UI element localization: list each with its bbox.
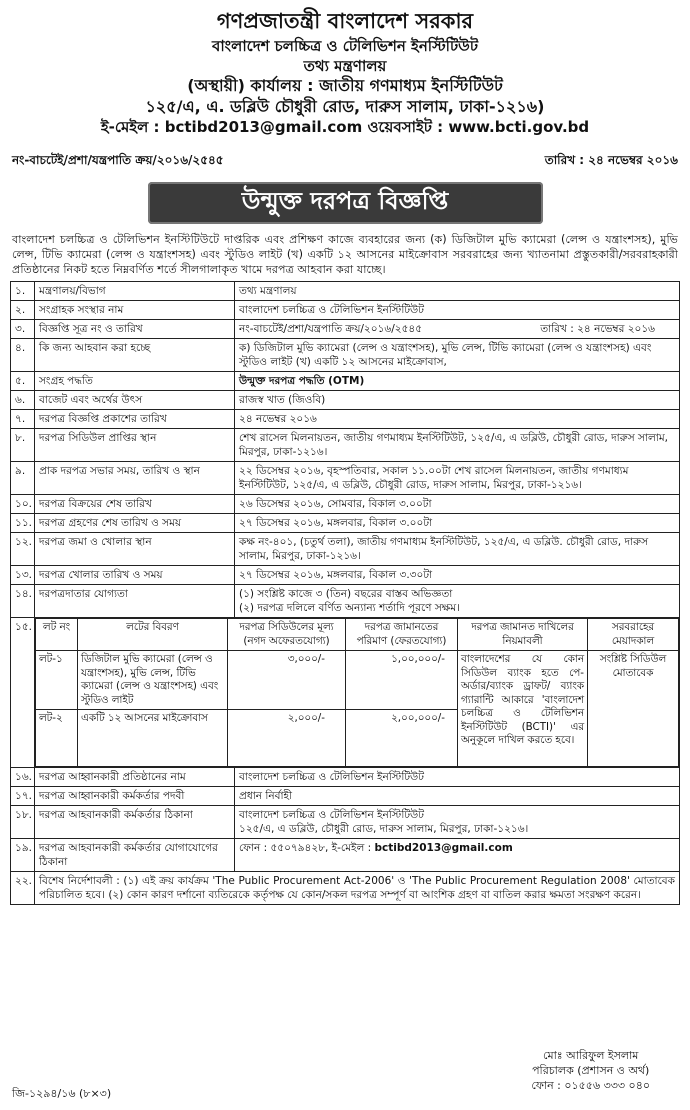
row-value (235, 806, 680, 839)
row-number: ৯. (11, 462, 35, 495)
table-row (11, 585, 680, 618)
row-value: শেখ রাসেল মিলনায়তন, জাতীয় গণমাধ্যম ইনস্টিটিউট, ১২৫/এ, এ ডব্লিউ, চৌধুরী রোড, দারুস সালাম, মিরপুর, ঢাকা-১২১৬। (235, 429, 680, 462)
lot-number: লট-২ (36, 710, 78, 767)
row-label: দরপত্র খোলার তারিখ ও সময় (35, 566, 235, 585)
signatory-name: মোঃ আরিফুল ইসলাম (543, 1049, 639, 1062)
row-number: ১২. (11, 533, 35, 566)
row-value: উন্মুক্ত দরপত্র পদ্ধতি (OTM) (235, 372, 680, 391)
table-row (11, 495, 680, 514)
table-row (11, 301, 680, 320)
row-number: ১৬. (11, 768, 35, 787)
lot-security: ১,০০,০০০/- (346, 651, 458, 710)
table-row (11, 462, 680, 495)
contact-phone: ফোন : ৫৫০৭৯৪২৮, ই-মেইল : (239, 842, 372, 854)
delivery-period: সংশ্লিষ্ট সিডিউল মোতাবেক (588, 651, 679, 767)
row-value: ২৪ নভেম্বর ২০১৬ (235, 410, 680, 429)
row-label: বিজ্ঞপ্তি সূত্র নং ও তারিখ (35, 320, 235, 339)
row-label: প্রাক দরপত্র সভার সময়, তারিখ ও স্থান (35, 462, 235, 495)
row-value: ২৬ ডিসেম্বর ২০১৬, সোমবার, বিকাল ৩.০০টা (235, 495, 680, 514)
officer-address-1: বাংলাদেশ চলচ্চিত্র ও টেলিভিশন ইনস্টিটিউট (239, 809, 424, 821)
row-label: দরপত্র গ্রহণের শেষ তারিখ ও সময় (35, 514, 235, 533)
row-value: বাংলাদেশ চলচ্চিত্র ও টেলিভিশন ইনস্টিটিউট (235, 301, 680, 320)
lots-header: লটের বিবরণ (78, 619, 228, 651)
row-label: কি জন্য আহবান করা হচ্ছে (35, 339, 235, 372)
reference-date: তারিখ : ২৪ নভেম্বর ২০১৬ (544, 153, 678, 167)
row-number: ২. (11, 301, 35, 320)
table-row (11, 839, 680, 872)
lot-row (36, 651, 679, 710)
row-number: ১১. (11, 514, 35, 533)
row-number: ১. (11, 282, 35, 301)
row-value (235, 320, 680, 339)
row-label: দরপত্র আহ্বানকারী কর্মকর্তার পদবী (35, 787, 235, 806)
lot-number: লট-১ (36, 651, 78, 710)
row-number: ১৮. (11, 806, 35, 839)
table-row (11, 391, 680, 410)
ref-date-value: তারিখ : ২৪ নভেম্বর ২০১৬ (540, 323, 655, 335)
row-number: ২২. (11, 872, 35, 905)
row-number: ৭. (11, 410, 35, 429)
row-label: দরপত্র জমা ও খোলার স্থান (35, 533, 235, 566)
special-instructions-row (11, 872, 680, 905)
table-row (11, 429, 680, 462)
lots-row (11, 618, 680, 768)
temp-office: (অস্থায়ী) কার্যালয় : জাতীয় গণমাধ্যম ইনস্টিটিউট (187, 76, 503, 95)
lots-header: দরপত্র সিডিউলের মূল্য (নগদ অফেরতযোগ্য) (228, 619, 346, 651)
row-value: ২৭ ডিসেম্বর ২০১৬, মঙ্গলবার, বিকাল ৩.০০টা (235, 514, 680, 533)
lots-header: সরবরাহের মেয়াদকাল (588, 619, 679, 651)
row-number: ৪. (11, 339, 35, 372)
qualification-2: (২) দরপত্র দলিলে বর্ণিত অন্যান্য শর্তাদি পূরণে সক্ষম। (239, 602, 460, 614)
row-label: দরপত্র আহবানকারী কর্মকর্তার ঠিকানা (35, 806, 235, 839)
row-number: ১০. (11, 495, 35, 514)
row-value: তথ্য মন্ত্রণালয় (235, 282, 680, 301)
row-number: ১৭. (11, 787, 35, 806)
row-label: দরপত্রদাতার যোগ্যতা (35, 585, 235, 618)
row-value: বাংলাদেশ চলচ্চিত্র ও টেলিভিশন ইনস্টিটিউট (235, 768, 680, 787)
row-label: দরপত্র আহবানকারী কর্মকর্তার যোগাযোগের ঠিকানা (35, 839, 235, 872)
table-row (11, 282, 680, 301)
row-value: ২৭ ডিসেম্বর ২০১৬, মঙ্গলবার, বিকাল ৩.৩০টা (235, 566, 680, 585)
row-label: দরপত্র বিজ্ঞপ্তি প্রকাশের তারিখ (35, 410, 235, 429)
row-number: ১৪. (11, 585, 35, 618)
signature-block (531, 1048, 650, 1093)
table-row (11, 533, 680, 566)
website-link[interactable]: www.bcti.gov.bd (448, 118, 590, 136)
email-link[interactable]: bctibd2013@gmail.com (164, 118, 363, 136)
officer-address-2: ১২৫/এ, এ ডব্লিউ, চৌধুরী রোড, দারুস সালাম, মিরপুর, ঢাকা-১২১৬। (239, 823, 529, 835)
table-row (11, 339, 680, 372)
table-row (11, 768, 680, 787)
tender-table (10, 281, 680, 905)
header (10, 0, 680, 138)
row-number: ১৯. (11, 839, 35, 872)
signatory-designation: পরিচালক (প্রশাসন ও অর্থ) (532, 1064, 650, 1077)
signatory-phone: ফোন : ০১৫৫৬ ৩৩৩ ০৪০ (531, 1079, 650, 1092)
row-label: দরপত্র বিক্রয়ের শেষ তারিখ (35, 495, 235, 514)
lot-price: ৩,০০০/- (228, 651, 346, 710)
table-row (11, 514, 680, 533)
row-label: সংগ্রহ পদ্ধতি (35, 372, 235, 391)
row-value: ক) ডিজিটাল মুভি ক্যামেরা (লেন্স ও যন্ত্রাংশসহ), মুভি লেন্স, টিভি ক্যামেরা (লেন্স ও যন্ত্রাংশসহ) এবং স্টুডিও লাইট (খ) একটি ১২ আসনের মাইক্রোবাস, (235, 339, 680, 372)
row-label: মন্ত্রণালয়/বিভাগ (35, 282, 235, 301)
lots-header: দরপত্র জামানত দাখিলের নিয়মাবলী (458, 619, 588, 651)
row-number: ১৩. (11, 566, 35, 585)
table-row (11, 566, 680, 585)
row-number: ৬. (11, 391, 35, 410)
contact-email[interactable]: bctibd2013@gmail.com (374, 842, 513, 854)
table-row (11, 806, 680, 839)
row-label: বাজেট এবং অর্থের উৎস (35, 391, 235, 410)
row-value: ২২ ডিসেম্বর ২০১৬, বৃহস্পতিবার, সকাল ১১.০০টা শেখ রাসেল মিলনায়তন, জাতীয় গণমাধ্যম ইনস্টিটিউট, ১২৫/এ, এ ডব্লিউ, চৌধুরী রোড, দারুস সালাম, মিরপুর, ঢাকা-১২১৬। (235, 462, 680, 495)
lots-table (35, 618, 679, 767)
qualification-1: (১) সংশ্লিষ্ট কাজে ৩ (তিন) বছরের বাস্তব অভিজ্ঞতা (239, 588, 453, 600)
row-value: কক্ষ নং-৪০১, (চতুর্থ তলা), জাতীয় গণমাধ্যম ইনস্টিটিউট, ১২৫/এ, এ ডব্লিউ. চৌধুরী রোড, দারুস সালাম, মিরপুর, ঢাকা-১২১৬। (235, 533, 680, 566)
row-number: ৩. (11, 320, 35, 339)
office-address: ১২৫/এ, এ. ডব্লিউ চৌধুরী রোড, দারুস সালাম, ঢাকা-১২১৬) (145, 97, 545, 116)
reference-row (10, 152, 680, 172)
website-label: ওয়েবসাইট : (367, 118, 444, 136)
row-value (235, 585, 680, 618)
table-row (11, 410, 680, 429)
lots-header: দরপত্র জামানতের পরিমাণ (ফেরতযোগ্য) (346, 619, 458, 651)
row-value (235, 839, 680, 872)
security-rules: বাংলাদেশের যে কোন সিডিউল ব্যাংক হতে পে-অর্ডার/ব্যাংক ড্রাফট/ ব্যাংক গ্যারান্টি আকারে 'বাংলাদেশ চলচ্চিত্র ও টেলিভিশন ইনস্টিটিউট (BCTI)' এর অনুকূলে দাখিল করতে হবে। (458, 651, 588, 767)
row-label: দরপত্র সিডিউল প্রাপ্তির স্থান (35, 429, 235, 462)
government-title: গণপ্রজাতন্ত্রী বাংলাদেশ সরকার (216, 9, 474, 33)
lots-cell (35, 618, 680, 768)
special-instructions: বিশেষ নির্দেশাবলী : (১) এই ক্রয় কার্যক্রম 'The Public Procurement Act-2006' ও 'The Public Procurement Regulation 2008' মোতাবেক পরিচালিত হবে। (২) কোন কারণ দর্শানো ব্যতিরেকে কর্তৃপক্ষ যে কোন/সকল দরপত্র সম্পূর্ণ বা আংশিক গ্রহণ বা বাতিল করার ক্ষমতা সংরক্ষণ করেন। (35, 872, 680, 905)
institute-name: বাংলাদেশ চলচ্চিত্র ও টেলিভিশন ইনস্টিটিউট (211, 37, 479, 55)
ref-value: নং-বাচটেই/প্রশা/যন্ত্রপাতি ক্রয়/২০১৬/২৫৪৫ (239, 323, 423, 335)
reference-number: নং-বাচটেই/প্রশা/যন্ত্রপাতি ক্রয়/২০১৬/২৫৪৫ (12, 153, 224, 167)
row-number: ১৫. (11, 618, 35, 768)
lot-description: একটি ১২ আসনের মাইক্রোবাস (78, 710, 228, 767)
lot-security: ২,০০,০০০/- (346, 710, 458, 767)
lots-header-row (36, 619, 679, 651)
table-row (11, 787, 680, 806)
row-label: দরপত্র আহ্বানকারী প্রতিষ্ঠানের নাম (35, 768, 235, 787)
row-value: প্রধান নির্বাহী (235, 787, 680, 806)
intro-paragraph: বাংলাদেশ চলচ্চিত্র ও টেলিভিশন ইনস্টিটিউটে দাপ্তরিক এবং প্রশিক্ষণ কাজে ব্যবহারের জন্য (ক) ডিজিটাল মুভি ক্যামেরা (লেন্স ও যন্ত্রাংশসহ), মুভি লেন্স, টিভি ক্যামেরা (লেন্স ও যন্ত্রাংশসহ) এবং স্টুডিও লাইট (খ) একটি ১২ আসনের মাইক্রোবাস সরবরাহের জন্য খ্যাতনামা প্রস্তুতকারী/সরবরাহকারী প্রতিষ্ঠানের নিকট হতে নিম্নবর্ণিত শর্তে সীলগালাকৃত খামে দরপত্র আহবান করা যাচ্ছে। (12, 233, 678, 276)
notice-banner: উন্মুক্ত দরপত্র বিজ্ঞপ্তি (148, 182, 543, 224)
publication-code: জি-১২৯৪/১৬ (৮×৩) (12, 1087, 112, 1100)
ministry-name: তথ্য মন্ত্রণালয় (303, 57, 387, 75)
lot-description: ডিজিটাল মুভি ক্যামেরা (লেন্স ও যন্ত্রাংশসহ), মুভি লেন্স, টিভি ক্যামেরা (লেন্স ও যন্ত্রাংশসহ) এবং স্টুডিও লাইট (78, 651, 228, 710)
row-value: রাজস্ব খাত (জিওবি) (235, 391, 680, 410)
table-row (11, 320, 680, 339)
row-number: ৮. (11, 429, 35, 462)
row-number: ৫. (11, 372, 35, 391)
lots-header: লট নং (36, 619, 78, 651)
contact-line (10, 117, 680, 138)
email-label: ই-মেইল : (100, 118, 160, 136)
table-row (11, 372, 680, 391)
row-label: সংগ্রাহক সংস্থার নাম (35, 301, 235, 320)
lot-price: ২,০০০/- (228, 710, 346, 767)
